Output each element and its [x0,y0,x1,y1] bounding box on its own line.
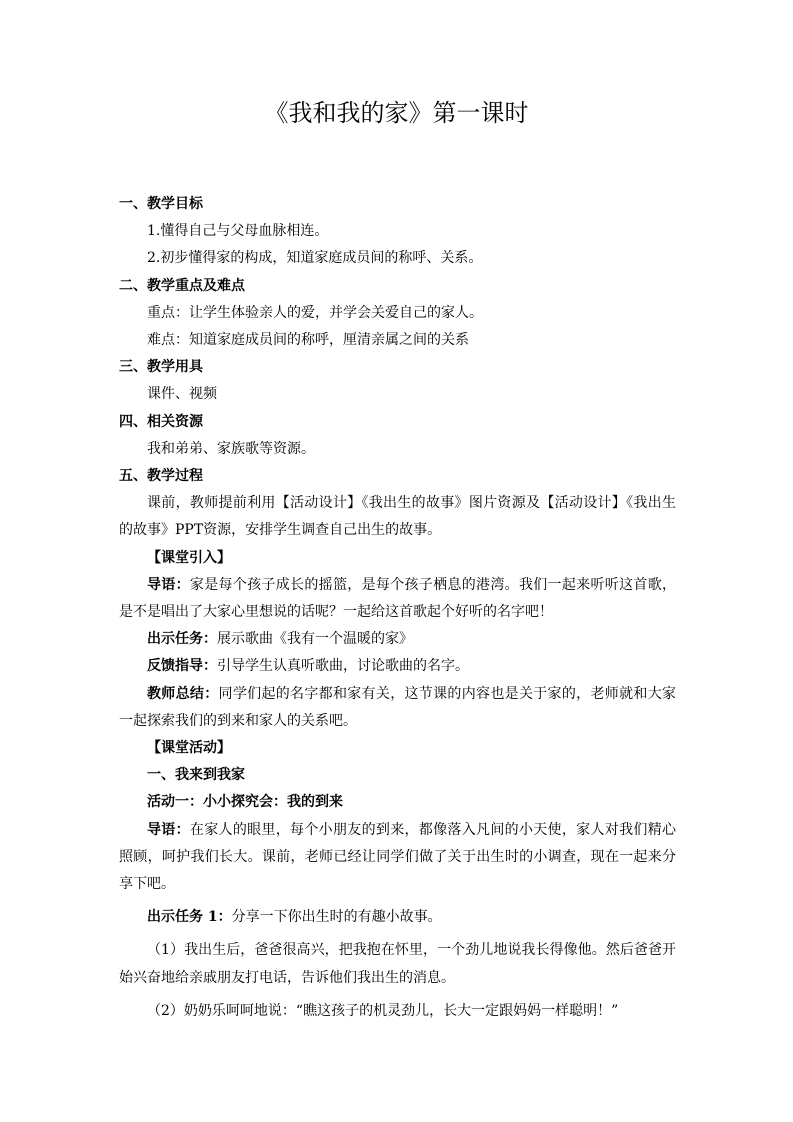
section-heading-key-points: 二、教学重点及难点 [119,277,245,294]
activity1-heading: 活动一：小小探究会：我的到来 [147,794,343,811]
task-text: 展示歌曲《我有一个温暖的家》 [217,631,413,648]
resources-text: 我和弟弟、家族歌等资源。 [147,440,315,457]
document-body [119,191,676,1025]
section-heading-tools: 三、教学用具 [119,359,203,376]
story-1: （1）我出生后，爸爸很高兴，把我抱在怀里，一个劲儿地说我长得像他。然后爸爸开始兴奋地给亲戚朋友打电话，告诉他们我出生的消息。 [119,942,676,986]
guide2-paragraph [119,817,676,899]
section-heading-process: 五、教学过程 [119,468,203,485]
task1-label: 出示任务 1： [147,909,232,926]
summary-label: 教师总结： [147,685,219,702]
task1-paragraph [119,904,676,931]
feedback-paragraph [119,653,676,680]
task-label: 出示任务： [147,631,217,648]
guide-text: 家是每个孩子成长的摇篮，是每个孩子栖息的港湾。我们一起来听听这首歌，是不是唱出了大家心里想说的话呢？一起给这首歌起个好听的名字吧！ [119,576,677,621]
feedback-text: 引导学生认真听歌曲，讨论歌曲的名字。 [217,658,469,675]
guide-label: 导语： [147,576,190,593]
tools-text: 课件、视频 [147,386,217,403]
task1-text: 分享一下你出生时的有趣小故事。 [231,909,442,926]
summary-paragraph [119,681,676,735]
key-point: 重点：让学生体验亲人的爱，并学会关爱自己的家人。 [147,304,483,321]
objective-item-1: 1.懂得自己与父母血脉相连。 [147,223,329,240]
part1-heading: 一、我来到我家 [147,767,245,784]
process-intro: 课前，教师提前利用【活动设计】《我出生的故事》图片资源及【活动设计】《我出生的故事》PPT资源，安排学生调查自己出生的故事。 [119,495,676,539]
difficulty-point: 难点：知道家庭成员间的称呼，厘清亲属之间的关系 [147,332,469,349]
section-heading-objectives: 一、教学目标 [119,196,203,212]
page-title: 《我和我的家》第一课时 [264,99,529,127]
story-2: （2）奶奶乐呵呵地说：“瞧这孩子的机灵劲儿，长大一定跟妈妈一样聪明！” [147,1002,619,1019]
objective-item-2: 2.初步懂得家的构成，知道家庭成员间的称呼、关系。 [147,250,483,267]
class-intro-heading: 【课堂引入】 [147,549,231,566]
guide2-label: 导语： [147,821,190,838]
summary-text: 同学们起的名字都和家有关，这节课的内容也是关于家的，老师就和大家一起探索我们的到来和家人的关系吧。 [119,685,677,729]
task-paragraph [119,626,676,653]
class-activity-heading: 【课堂活动】 [147,740,231,757]
guide-paragraph [119,572,676,626]
section-heading-resources: 四、相关资源 [119,413,203,430]
feedback-label: 反馈指导： [147,658,217,675]
guide2-text: 在家人的眼里，每个小朋友的到来，都像落入凡间的小天使，家人对我们精心照顾，呵护我们长大。课前，老师已经让同学们做了关于出生时的小调查，现在一起来分享下吧。 [119,821,677,893]
